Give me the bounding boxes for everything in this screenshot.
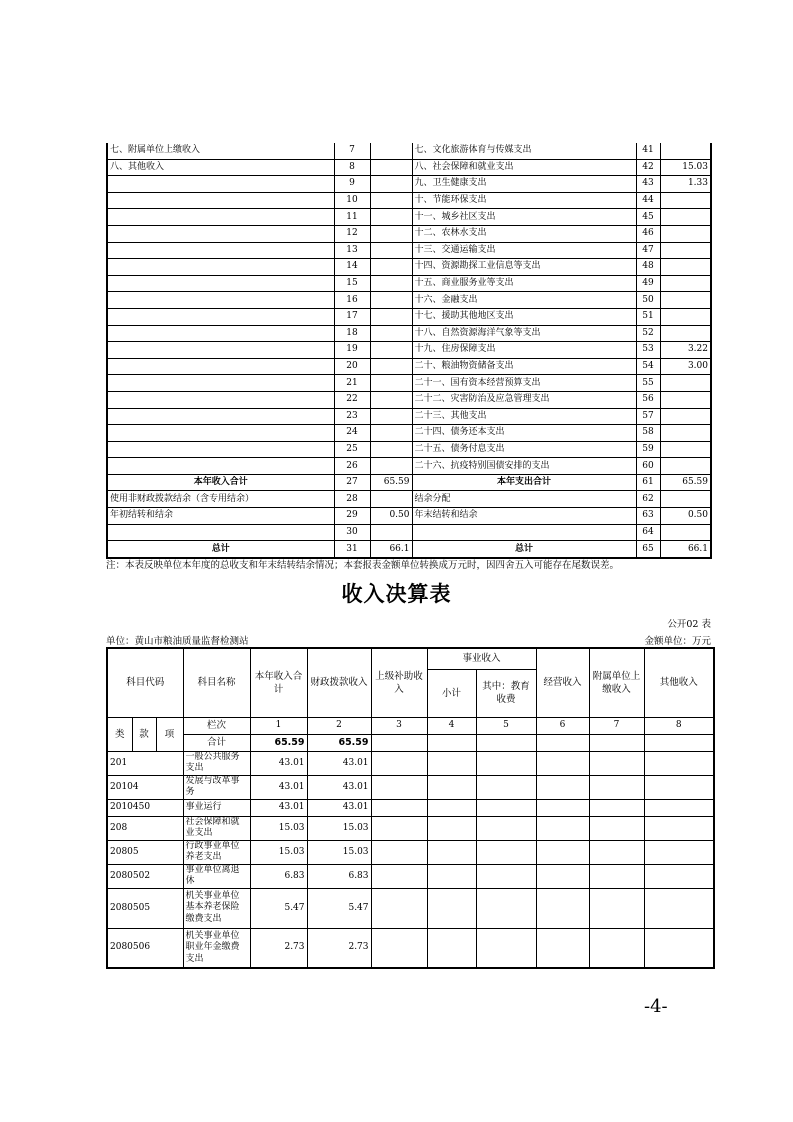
left-line-no: 13 xyxy=(334,242,370,259)
empty-cell xyxy=(476,775,536,799)
table-row xyxy=(107,864,714,888)
money-unit-label: 金额单位：万元 xyxy=(644,636,711,647)
right-item-name: 十八、自然资源海洋气象等支出 xyxy=(412,325,636,342)
table-row xyxy=(107,928,714,968)
table-row xyxy=(107,775,714,799)
empty-cell xyxy=(536,775,589,799)
total-income: 43.01 xyxy=(250,775,307,799)
empty-cell xyxy=(371,928,427,968)
empty-cell xyxy=(644,816,714,840)
left-line-no: 12 xyxy=(334,225,370,242)
left-amount: 65.59 xyxy=(370,474,412,491)
left-item-name xyxy=(107,524,334,541)
left-amount xyxy=(370,391,412,408)
table-row xyxy=(107,143,711,159)
right-amount xyxy=(660,275,711,292)
table-row xyxy=(107,275,711,292)
right-item-name: 十九、住房保障支出 xyxy=(412,342,636,359)
left-amount xyxy=(370,259,412,276)
page-number: -4- xyxy=(644,996,668,1017)
right-line-no: 60 xyxy=(636,458,660,475)
left-item-name xyxy=(107,375,334,392)
empty-cell xyxy=(371,751,427,775)
header-lanci: 栏次 xyxy=(183,717,250,734)
left-amount xyxy=(370,375,412,392)
right-amount: 1.33 xyxy=(660,176,711,193)
right-amount xyxy=(660,209,711,226)
right-item-name: 八、社会保障和就业支出 xyxy=(412,159,636,176)
right-amount xyxy=(660,242,711,259)
left-item-name xyxy=(107,242,334,259)
left-item-name: 总计 xyxy=(107,541,334,558)
right-amount xyxy=(660,408,711,425)
header-lei: 类 xyxy=(107,717,132,751)
left-item-name xyxy=(107,259,334,276)
empty-cell xyxy=(644,751,714,775)
header-xiang: 项 xyxy=(156,717,183,751)
right-item-name: 十五、商业服务业等支出 xyxy=(412,275,636,292)
col-num: 3 xyxy=(371,717,427,734)
table-row xyxy=(107,176,711,193)
right-line-no: 58 xyxy=(636,425,660,442)
right-amount xyxy=(660,491,711,508)
empty-cell xyxy=(589,799,644,816)
fiscal-income: 5.47 xyxy=(307,888,371,928)
left-item-name xyxy=(107,176,334,193)
left-amount xyxy=(370,192,412,209)
empty-cell xyxy=(589,888,644,928)
header-business: 事业收入 xyxy=(427,648,536,669)
subject-name: 机关事业单位基本养老保险缴费支出 xyxy=(183,888,250,928)
right-amount: 65.59 xyxy=(660,474,711,491)
left-line-no: 16 xyxy=(334,292,370,309)
left-line-no: 26 xyxy=(334,458,370,475)
page-title: 收入决算表 xyxy=(341,582,452,606)
left-amount xyxy=(370,458,412,475)
empty-cell xyxy=(644,775,714,799)
left-line-no: 15 xyxy=(334,275,370,292)
subject-name: 事业运行 xyxy=(183,799,250,816)
table-row xyxy=(107,342,711,359)
header-code: 科目代码 xyxy=(107,648,183,717)
subject-code: 208 xyxy=(107,816,183,840)
left-amount xyxy=(370,242,412,259)
table-row xyxy=(107,840,714,864)
right-line-no: 64 xyxy=(636,524,660,541)
table-row xyxy=(107,491,711,508)
header-name: 科目名称 xyxy=(183,648,250,717)
empty-cell xyxy=(476,928,536,968)
fiscal-income: 15.03 xyxy=(307,840,371,864)
right-amount xyxy=(660,458,711,475)
left-item-name xyxy=(107,292,334,309)
fiscal-income: 43.01 xyxy=(307,751,371,775)
empty-cell xyxy=(371,864,427,888)
right-line-no: 42 xyxy=(636,159,660,176)
left-amount xyxy=(370,159,412,176)
right-amount: 3.00 xyxy=(660,358,711,375)
left-line-no: 25 xyxy=(334,441,370,458)
table-row xyxy=(107,292,711,309)
left-amount xyxy=(370,491,412,508)
heji-total: 65.59 xyxy=(250,734,307,751)
table-row xyxy=(107,225,711,242)
empty-cell xyxy=(644,799,714,816)
right-line-no: 53 xyxy=(636,342,660,359)
left-amount xyxy=(370,358,412,375)
empty-cell xyxy=(371,888,427,928)
right-item-name: 二十一、国有资本经营预算支出 xyxy=(412,375,636,392)
right-item-name: 七、文化旅游体育与传媒支出 xyxy=(412,143,636,159)
left-amount xyxy=(370,209,412,226)
left-line-no: 27 xyxy=(334,474,370,491)
right-item-name: 二十三、其他支出 xyxy=(412,408,636,425)
table-row xyxy=(107,524,711,541)
table-row xyxy=(107,242,711,259)
header-total: 本年收入合计 xyxy=(250,648,307,717)
empty-cell xyxy=(536,751,589,775)
table-row xyxy=(107,308,711,325)
total-income: 5.47 xyxy=(250,888,307,928)
right-line-no: 63 xyxy=(636,508,660,525)
right-amount xyxy=(660,375,711,392)
subject-name: 发展与改革事务 xyxy=(183,775,250,799)
empty-cell xyxy=(476,799,536,816)
left-line-no: 14 xyxy=(334,259,370,276)
empty-cell xyxy=(476,888,536,928)
right-amount: 0.50 xyxy=(660,508,711,525)
right-item-name xyxy=(412,524,636,541)
right-line-no: 52 xyxy=(636,325,660,342)
right-line-no: 45 xyxy=(636,209,660,226)
header-subtotal: 小计 xyxy=(427,669,476,717)
left-amount xyxy=(370,325,412,342)
right-line-no: 59 xyxy=(636,441,660,458)
col-num: 1 xyxy=(250,717,307,734)
total-income: 6.83 xyxy=(250,864,307,888)
right-line-no: 61 xyxy=(636,474,660,491)
right-amount xyxy=(660,225,711,242)
empty-cell xyxy=(427,775,476,799)
left-item-name xyxy=(107,308,334,325)
table-row xyxy=(107,888,714,928)
table-row xyxy=(107,358,711,375)
empty-cell xyxy=(427,816,476,840)
right-amount xyxy=(660,391,711,408)
right-amount xyxy=(660,425,711,442)
right-line-no: 62 xyxy=(636,491,660,508)
right-amount xyxy=(660,143,711,159)
subject-code: 20104 xyxy=(107,775,183,799)
col-num: 4 xyxy=(427,717,476,734)
col-num: 6 xyxy=(536,717,589,734)
left-line-no: 31 xyxy=(334,541,370,558)
right-item-name: 十六、金融支出 xyxy=(412,292,636,309)
table-row xyxy=(107,375,711,392)
empty-cell xyxy=(371,799,427,816)
left-item-name xyxy=(107,275,334,292)
table-row xyxy=(107,799,714,816)
empty-cell xyxy=(589,816,644,840)
left-item-name: 本年收入合计 xyxy=(107,474,334,491)
right-item-name: 十二、农林水支出 xyxy=(412,225,636,242)
total-income: 2.73 xyxy=(250,928,307,968)
table-row xyxy=(107,159,711,176)
subject-name: 事业单位离退休 xyxy=(183,864,250,888)
header-operating: 经营收入 xyxy=(536,648,589,717)
right-amount: 15.03 xyxy=(660,159,711,176)
left-item-name xyxy=(107,425,334,442)
left-item-name: 七、附属单位上缴收入 xyxy=(107,143,334,159)
left-item-name xyxy=(107,342,334,359)
header-fiscal: 财政拨款收入 xyxy=(307,648,371,717)
empty-cell xyxy=(427,751,476,775)
left-item-name: 使用非财政拨款结余（含专用结余） xyxy=(107,491,334,508)
right-item-name: 十、节能环保支出 xyxy=(412,192,636,209)
empty-cell xyxy=(476,816,536,840)
empty-cell xyxy=(371,816,427,840)
col-num: 5 xyxy=(476,717,536,734)
left-line-no: 28 xyxy=(334,491,370,508)
empty-cell xyxy=(427,864,476,888)
empty-cell xyxy=(427,928,476,968)
empty-cell xyxy=(644,840,714,864)
empty-cell xyxy=(536,840,589,864)
left-line-no: 18 xyxy=(334,325,370,342)
total-income: 43.01 xyxy=(250,751,307,775)
empty-cell xyxy=(427,888,476,928)
total-income: 15.03 xyxy=(250,816,307,840)
header-heji: 合计 xyxy=(183,734,250,751)
left-line-no: 9 xyxy=(334,176,370,193)
col-num: 2 xyxy=(307,717,371,734)
subject-code: 2080502 xyxy=(107,864,183,888)
table-row xyxy=(107,441,711,458)
right-amount xyxy=(660,441,711,458)
left-item-name xyxy=(107,358,334,375)
header-affiliated: 附属单位上缴收入 xyxy=(589,648,644,717)
right-amount xyxy=(660,308,711,325)
left-line-no: 7 xyxy=(334,143,370,159)
fiscal-income: 2.73 xyxy=(307,928,371,968)
left-amount: 0.50 xyxy=(370,508,412,525)
table-row xyxy=(107,209,711,226)
right-item-name: 结余分配 xyxy=(412,491,636,508)
empty-cell xyxy=(589,751,644,775)
subject-code: 2010450 xyxy=(107,799,183,816)
left-line-no: 30 xyxy=(334,524,370,541)
right-line-no: 51 xyxy=(636,308,660,325)
left-item-name xyxy=(107,458,334,475)
left-item-name xyxy=(107,325,334,342)
subject-code: 201 xyxy=(107,751,183,775)
empty-cell xyxy=(589,864,644,888)
right-amount: 66.1 xyxy=(660,541,711,558)
empty-cell xyxy=(536,928,589,968)
left-item-name: 年初结转和结余 xyxy=(107,508,334,525)
left-line-no: 24 xyxy=(334,425,370,442)
left-line-no: 23 xyxy=(334,408,370,425)
empty-cell xyxy=(427,840,476,864)
left-item-name xyxy=(107,209,334,226)
right-item-name: 本年支出合计 xyxy=(412,474,636,491)
right-item-name: 二十二、灾害防治及应急管理支出 xyxy=(412,391,636,408)
empty-cell xyxy=(536,888,589,928)
table-row xyxy=(107,391,711,408)
right-item-name: 九、卫生健康支出 xyxy=(412,176,636,193)
left-item-name xyxy=(107,441,334,458)
right-amount xyxy=(660,524,711,541)
right-line-no: 55 xyxy=(636,375,660,392)
empty-cell xyxy=(589,928,644,968)
right-line-no: 48 xyxy=(636,259,660,276)
header-education: 其中：教育收费 xyxy=(476,669,536,717)
right-line-no: 43 xyxy=(636,176,660,193)
left-item-name xyxy=(107,408,334,425)
form-number: 公开02 表 xyxy=(667,619,711,630)
empty-cell xyxy=(476,751,536,775)
header-other: 其他收入 xyxy=(644,648,714,717)
col-num: 7 xyxy=(589,717,644,734)
empty-cell xyxy=(536,816,589,840)
left-amount xyxy=(370,425,412,442)
heji-fiscal: 65.59 xyxy=(307,734,371,751)
subject-name: 机关事业单位职业年金缴费支出 xyxy=(183,928,250,968)
table-row xyxy=(107,425,711,442)
left-item-name xyxy=(107,225,334,242)
empty-cell xyxy=(644,928,714,968)
right-line-no: 44 xyxy=(636,192,660,209)
total-income: 43.01 xyxy=(250,799,307,816)
subject-code: 2080505 xyxy=(107,888,183,928)
left-amount xyxy=(370,441,412,458)
table-row xyxy=(107,259,711,276)
subject-name: 行政事业单位养老支出 xyxy=(183,840,250,864)
empty-cell xyxy=(536,864,589,888)
right-line-no: 56 xyxy=(636,391,660,408)
left-line-no: 19 xyxy=(334,342,370,359)
right-line-no: 49 xyxy=(636,275,660,292)
empty-cell xyxy=(427,799,476,816)
subject-code: 20805 xyxy=(107,840,183,864)
empty-cell xyxy=(476,864,536,888)
right-amount xyxy=(660,292,711,309)
empty-cell xyxy=(589,775,644,799)
fiscal-income: 43.01 xyxy=(307,799,371,816)
subject-code: 2080506 xyxy=(107,928,183,968)
left-line-no: 21 xyxy=(334,375,370,392)
right-line-no: 54 xyxy=(636,358,660,375)
right-item-name: 十四、资源勘探工业信息等支出 xyxy=(412,259,636,276)
empty-cell xyxy=(536,799,589,816)
right-item-name: 二十四、债务还本支出 xyxy=(412,425,636,442)
right-amount: 3.22 xyxy=(660,342,711,359)
left-amount xyxy=(370,176,412,193)
left-amount xyxy=(370,524,412,541)
right-item-name: 二十六、抗疫特别国债安排的支出 xyxy=(412,458,636,475)
col-num: 8 xyxy=(644,717,714,734)
right-item-name: 十七、援助其他地区支出 xyxy=(412,308,636,325)
left-line-no: 29 xyxy=(334,508,370,525)
left-line-no: 22 xyxy=(334,391,370,408)
right-item-name: 十一、城乡社区支出 xyxy=(412,209,636,226)
fiscal-income: 15.03 xyxy=(307,816,371,840)
left-amount: 66.1 xyxy=(370,541,412,558)
table-row xyxy=(107,458,711,475)
right-amount xyxy=(660,325,711,342)
right-amount xyxy=(660,259,711,276)
left-item-name xyxy=(107,391,334,408)
right-line-no: 46 xyxy=(636,225,660,242)
right-amount xyxy=(660,192,711,209)
empty-cell xyxy=(644,888,714,928)
right-line-no: 65 xyxy=(636,541,660,558)
left-amount xyxy=(370,225,412,242)
table-row xyxy=(107,408,711,425)
right-item-name: 年末结转和结余 xyxy=(412,508,636,525)
right-item-name: 总计 xyxy=(412,541,636,558)
left-line-no: 20 xyxy=(334,358,370,375)
right-item-name: 十三、交通运输支出 xyxy=(412,242,636,259)
left-item-name xyxy=(107,192,334,209)
header-superior: 上级补助收入 xyxy=(371,648,427,717)
left-amount xyxy=(370,275,412,292)
header-kuan: 款 xyxy=(132,717,156,751)
right-line-no: 41 xyxy=(636,143,660,159)
left-line-no: 8 xyxy=(334,159,370,176)
empty-cell xyxy=(476,840,536,864)
total-income: 15.03 xyxy=(250,840,307,864)
right-line-no: 47 xyxy=(636,242,660,259)
left-amount xyxy=(370,308,412,325)
left-amount xyxy=(370,408,412,425)
table-row xyxy=(107,192,711,209)
fiscal-income: 6.83 xyxy=(307,864,371,888)
table-row xyxy=(107,541,711,558)
left-amount xyxy=(370,292,412,309)
left-line-no: 11 xyxy=(334,209,370,226)
empty-cell xyxy=(589,840,644,864)
table-row xyxy=(107,325,711,342)
income-table xyxy=(106,647,715,969)
right-line-no: 57 xyxy=(636,408,660,425)
left-amount xyxy=(370,143,412,159)
left-line-no: 10 xyxy=(334,192,370,209)
empty-cell xyxy=(644,864,714,888)
table-row xyxy=(107,508,711,525)
right-line-no: 50 xyxy=(636,292,660,309)
left-line-no: 17 xyxy=(334,308,370,325)
right-item-name: 二十、粮油物资储备支出 xyxy=(412,358,636,375)
left-item-name: 八、其他收入 xyxy=(107,159,334,176)
table-row xyxy=(107,474,711,491)
subject-name: 社会保障和就业支出 xyxy=(183,816,250,840)
table-row xyxy=(107,751,714,775)
table-row xyxy=(107,816,714,840)
left-amount xyxy=(370,342,412,359)
empty-cell xyxy=(371,840,427,864)
subject-name: 一般公共服务支出 xyxy=(183,751,250,775)
fiscal-income: 43.01 xyxy=(307,775,371,799)
table-note: 注：本表反映单位本年度的总收支和年末结转结余情况；本套报表金额单位转换成万元时，因四舍五入可能存在尾数误差。 xyxy=(106,560,620,571)
summary-table xyxy=(106,143,712,559)
right-item-name: 二十五、债务付息支出 xyxy=(412,441,636,458)
unit-label: 单位：黄山市粮油质量监督检测站 xyxy=(106,636,249,647)
empty-cell xyxy=(371,775,427,799)
